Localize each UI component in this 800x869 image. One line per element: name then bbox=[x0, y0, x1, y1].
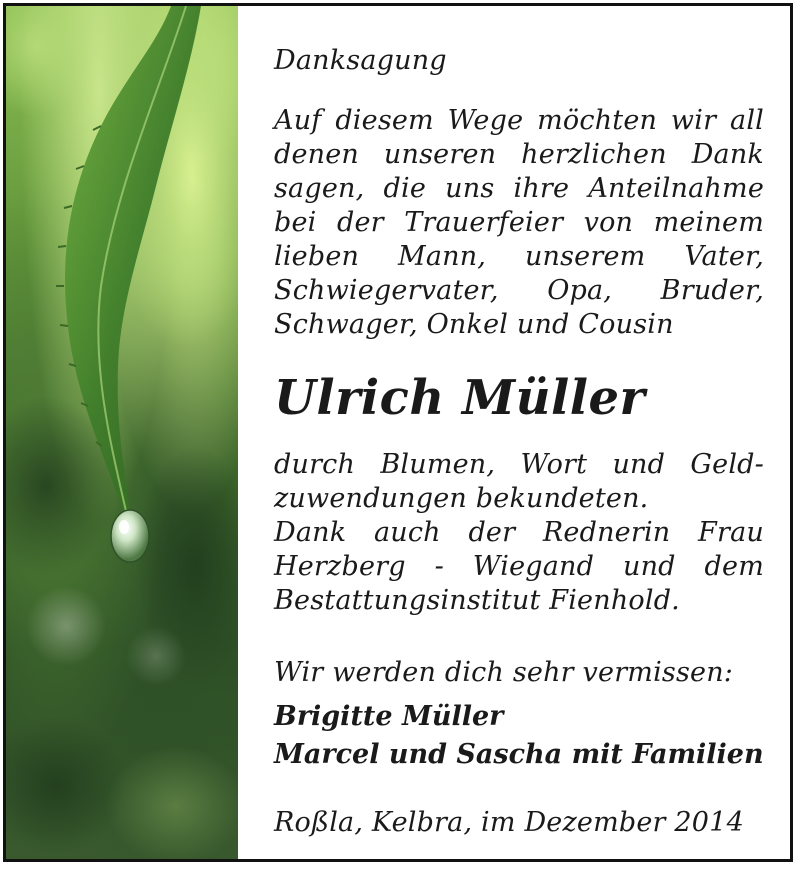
signature-2: Marcel und Sascha mit Familien bbox=[274, 739, 764, 770]
thanks-line-5: Bestattungsinstitut Fienhold. bbox=[274, 585, 680, 616]
heading: Danksagung bbox=[274, 45, 447, 76]
thanks-line-2: zuwendungen bekundeten. bbox=[274, 483, 649, 514]
place-date: Roßla, Kelbra, im Dezember 2014 bbox=[274, 807, 744, 838]
intro-line-7: Schwager, Onkel und Cousin bbox=[274, 309, 674, 340]
leaf-water-drop-photo bbox=[6, 6, 238, 859]
thanks-line-3: Dank auch der Rednerin Frau bbox=[274, 517, 764, 548]
intro-line-2: denen unseren herzlichen Dank bbox=[274, 139, 764, 170]
notice-text bbox=[274, 6, 764, 859]
signature-1: Brigitte Müller bbox=[274, 701, 504, 732]
intro-line-5: lieben Mann, unserem Vater, bbox=[274, 241, 764, 272]
notice-frame bbox=[3, 3, 793, 862]
closing-line: Wir werden dich sehr vermissen: bbox=[274, 657, 734, 688]
thanks-line-1: durch Blumen, Wort und Geld- bbox=[274, 449, 764, 480]
intro-line-3: sagen, die uns ihre Anteilnahme bbox=[274, 173, 764, 204]
thanks-line-4: Herzberg - Wiegand und dem bbox=[274, 551, 764, 582]
intro-line-1: Auf diesem Wege möchten wir all bbox=[274, 105, 764, 136]
leaf-water-drop-image bbox=[6, 6, 238, 859]
intro-line-4: bei der Trauerfeier von meinem bbox=[274, 207, 764, 238]
intro-line-6: Schwiegervater, Opa, Bruder, bbox=[274, 275, 764, 306]
deceased-name: Ulrich Müller bbox=[274, 370, 646, 426]
